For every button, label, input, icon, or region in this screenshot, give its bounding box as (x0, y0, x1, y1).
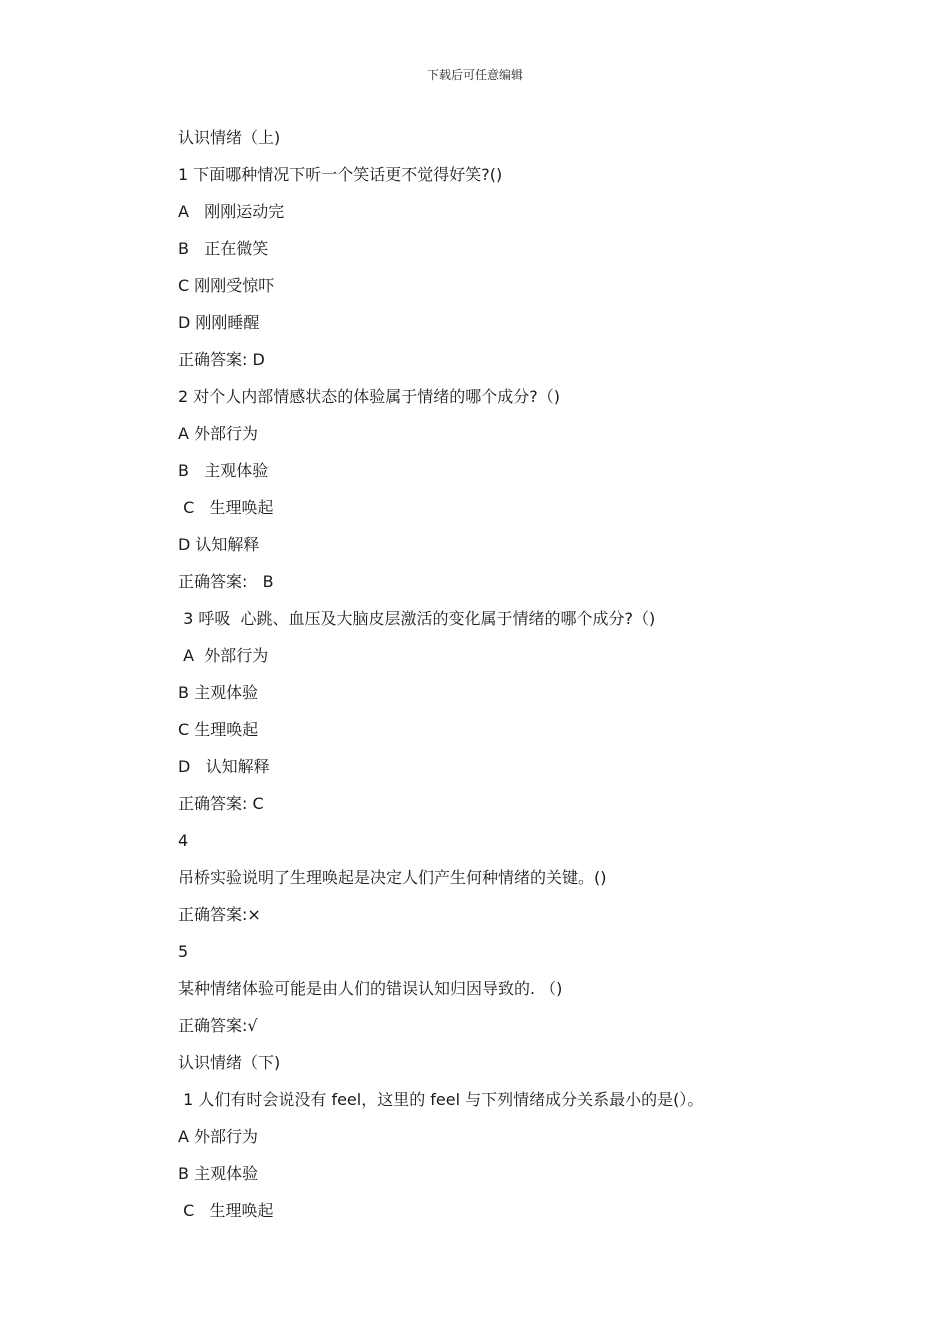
section-title: 认识情绪（上) (178, 128, 281, 147)
option-c: C 生理唤起 (178, 1201, 274, 1220)
question-text: 吊桥实验说明了生理唤起是决定人们产生何种情绪的关键。() (178, 868, 607, 887)
correct-answer: 正确答案: D (178, 350, 265, 369)
section-title: 认识情绪（下) (178, 1053, 281, 1072)
option-c: C 生理唤起 (178, 498, 274, 517)
option-b: B 主观体验 (178, 461, 269, 480)
option-b: B 主观体验 (178, 1164, 259, 1183)
option-c: C 生理唤起 (178, 720, 259, 739)
option-d: D 认知解释 (178, 535, 260, 554)
question-text: 3 呼吸 心跳、血压及大脑皮层激活的变化属于情绪的哪个成分?（) (178, 609, 656, 628)
option-b: B 主观体验 (178, 683, 259, 702)
document-body (178, 125, 878, 1235)
correct-answer: 正确答案:√ (178, 1016, 258, 1035)
question-text: 1 下面哪种情况下听一个笑话更不觉得好笑?() (178, 165, 503, 184)
page-header: 下载后可任意编辑 (426, 68, 523, 82)
option-a: A 刚刚运动完 (178, 202, 285, 221)
correct-answer: 正确答案: B (178, 572, 274, 591)
question-text: 某种情绪体验可能是由人们的错误认知归因导致的. （) (178, 979, 563, 998)
option-a: A 外部行为 (178, 646, 269, 665)
option-d: D 认知解释 (178, 757, 270, 776)
question-text: 1 人们有时会说没有 feel，这里的 feel 与下列情绪成分关系最小的是(）。 (178, 1090, 704, 1109)
question-number: 5 (178, 942, 189, 961)
option-a: A 外部行为 (178, 1127, 259, 1146)
correct-answer: 正确答案:× (178, 905, 261, 924)
question-text: 2 对个人内部情感状态的体验属于情绪的哪个成分?（) (178, 387, 561, 406)
option-d: D 刚刚睡醒 (178, 313, 260, 332)
option-a: A 外部行为 (178, 424, 259, 443)
question-number: 4 (178, 831, 189, 850)
option-b: B 正在微笑 (178, 239, 269, 258)
option-c: C 刚刚受惊吓 (178, 276, 275, 295)
correct-answer: 正确答案: C (178, 794, 264, 813)
